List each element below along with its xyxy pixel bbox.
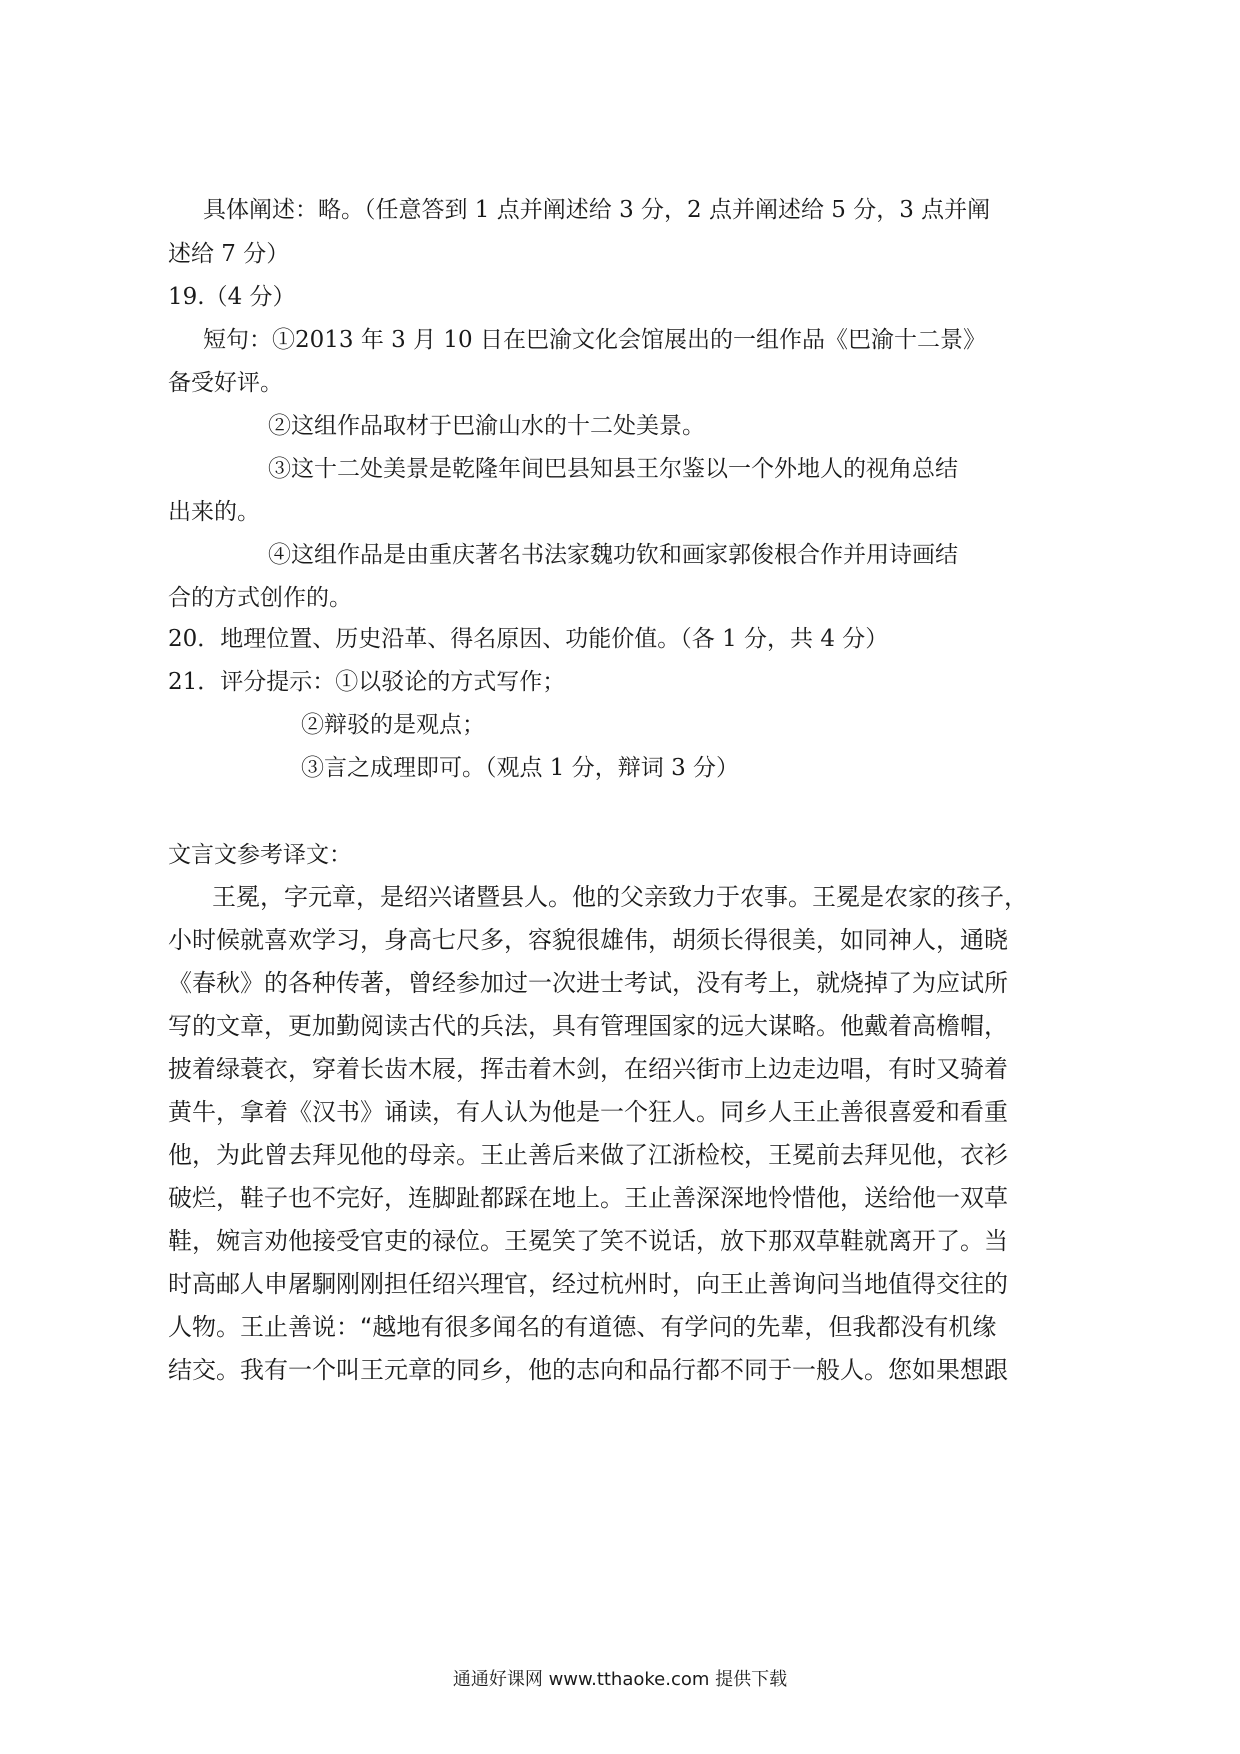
translation-line: 时高邮人申屠駉刚刚担任绍兴理官，经过杭州时，向王止善询问当地值得交往的 [168, 1270, 1008, 1298]
translation-line: 鞋，婉言劝他接受官吏的禄位。王冕笑了笑不说话，放下那双草鞋就离开了。当 [168, 1227, 1008, 1255]
q19-sentence-1a: 短句：①2013 年 3 月 10 日在巴渝文化会馆展出的一组作品《巴渝十二景》 [203, 327, 986, 353]
page-footer: 通通好课网 www.tthaoke.com 提供下载 [452, 1669, 788, 1690]
translation-line: 破烂，鞋子也不完好，连脚趾都踩在地上。王止善深深地怜惜他，送给他一双草 [168, 1184, 1008, 1212]
translation-line: 写的文章，更加勤阅读古代的兵法，具有管理国家的远大谋略。他戴着高檐帽， [168, 1012, 1008, 1040]
translation-line: 《春秋》的各种传著，曾经参加过一次进士考试，没有考上，就烧掉了为应试所 [168, 969, 1008, 997]
translation-line: 小时候就喜欢学习，身高七尺多，容貌很雄伟，胡须长得很美，如同神人，通晓 [168, 926, 1008, 954]
q19-sentence-4b: 合的方式创作的。 [168, 585, 352, 611]
answer-line-2: 述给 7 分） [168, 241, 290, 267]
translation-heading: 文言文参考译文： [168, 842, 352, 868]
answer-line-1: 具体阐述：略。（任意答到 1 点并阐述给 3 分，2 点并阐述给 5 分，3 点并阐 [203, 197, 991, 223]
q19-sentence-2: ②这组作品取材于巴渝山水的十二处美景。 [268, 413, 705, 439]
q19-sentence-3a: ③这十二处美景是乾隆年间巴县知县王尔鉴以一个外地人的视角总结 [268, 456, 958, 482]
question-19-heading: 19.（4 分） [168, 284, 296, 310]
translation-line: 王冕，字元章，是绍兴诸暨县人。他的父亲致力于农事。王冕是农家的孩子， [212, 883, 1028, 911]
q19-sentence-3b: 出来的。 [168, 499, 260, 525]
q19-sentence-4a: ④这组作品是由重庆著名书法家魏功钦和画家郭俊根合作并用诗画结 [268, 542, 958, 568]
translation-line: 人物。王止善说：“越地有很多闻名的有道德、有学问的先辈，但我都没有机缘 [168, 1313, 997, 1341]
translation-line: 他，为此曾去拜见他的母亲。王止善后来做了江浙检校，王冕前去拜见他，衣衫 [168, 1141, 1008, 1169]
question-20: 20．地理位置、历史沿革、得名原因、功能价值。（各 1 分，共 4 分） [168, 626, 889, 652]
translation-line: 披着绿蓑衣，穿着长齿木屐，挥击着木剑，在绍兴街市上边走边唱，有时又骑着 [168, 1055, 1008, 1083]
translation-line: 黄牛，拿着《汉书》诵读，有人认为他是一个狂人。同乡人王止善很喜爱和看重 [168, 1098, 1008, 1126]
question-21-a: 21．评分提示：①以驳论的方式写作； [168, 669, 566, 695]
q19-sentence-1b: 备受好评。 [168, 370, 283, 396]
question-21-b: ②辩驳的是观点； [301, 712, 485, 738]
question-21-c: ③言之成理即可。（观点 1 分，辩词 3 分） [301, 755, 740, 781]
translation-line: 结交。我有一个叫王元章的同乡，他的志向和品行都不同于一般人。您如果想跟 [168, 1356, 1008, 1384]
